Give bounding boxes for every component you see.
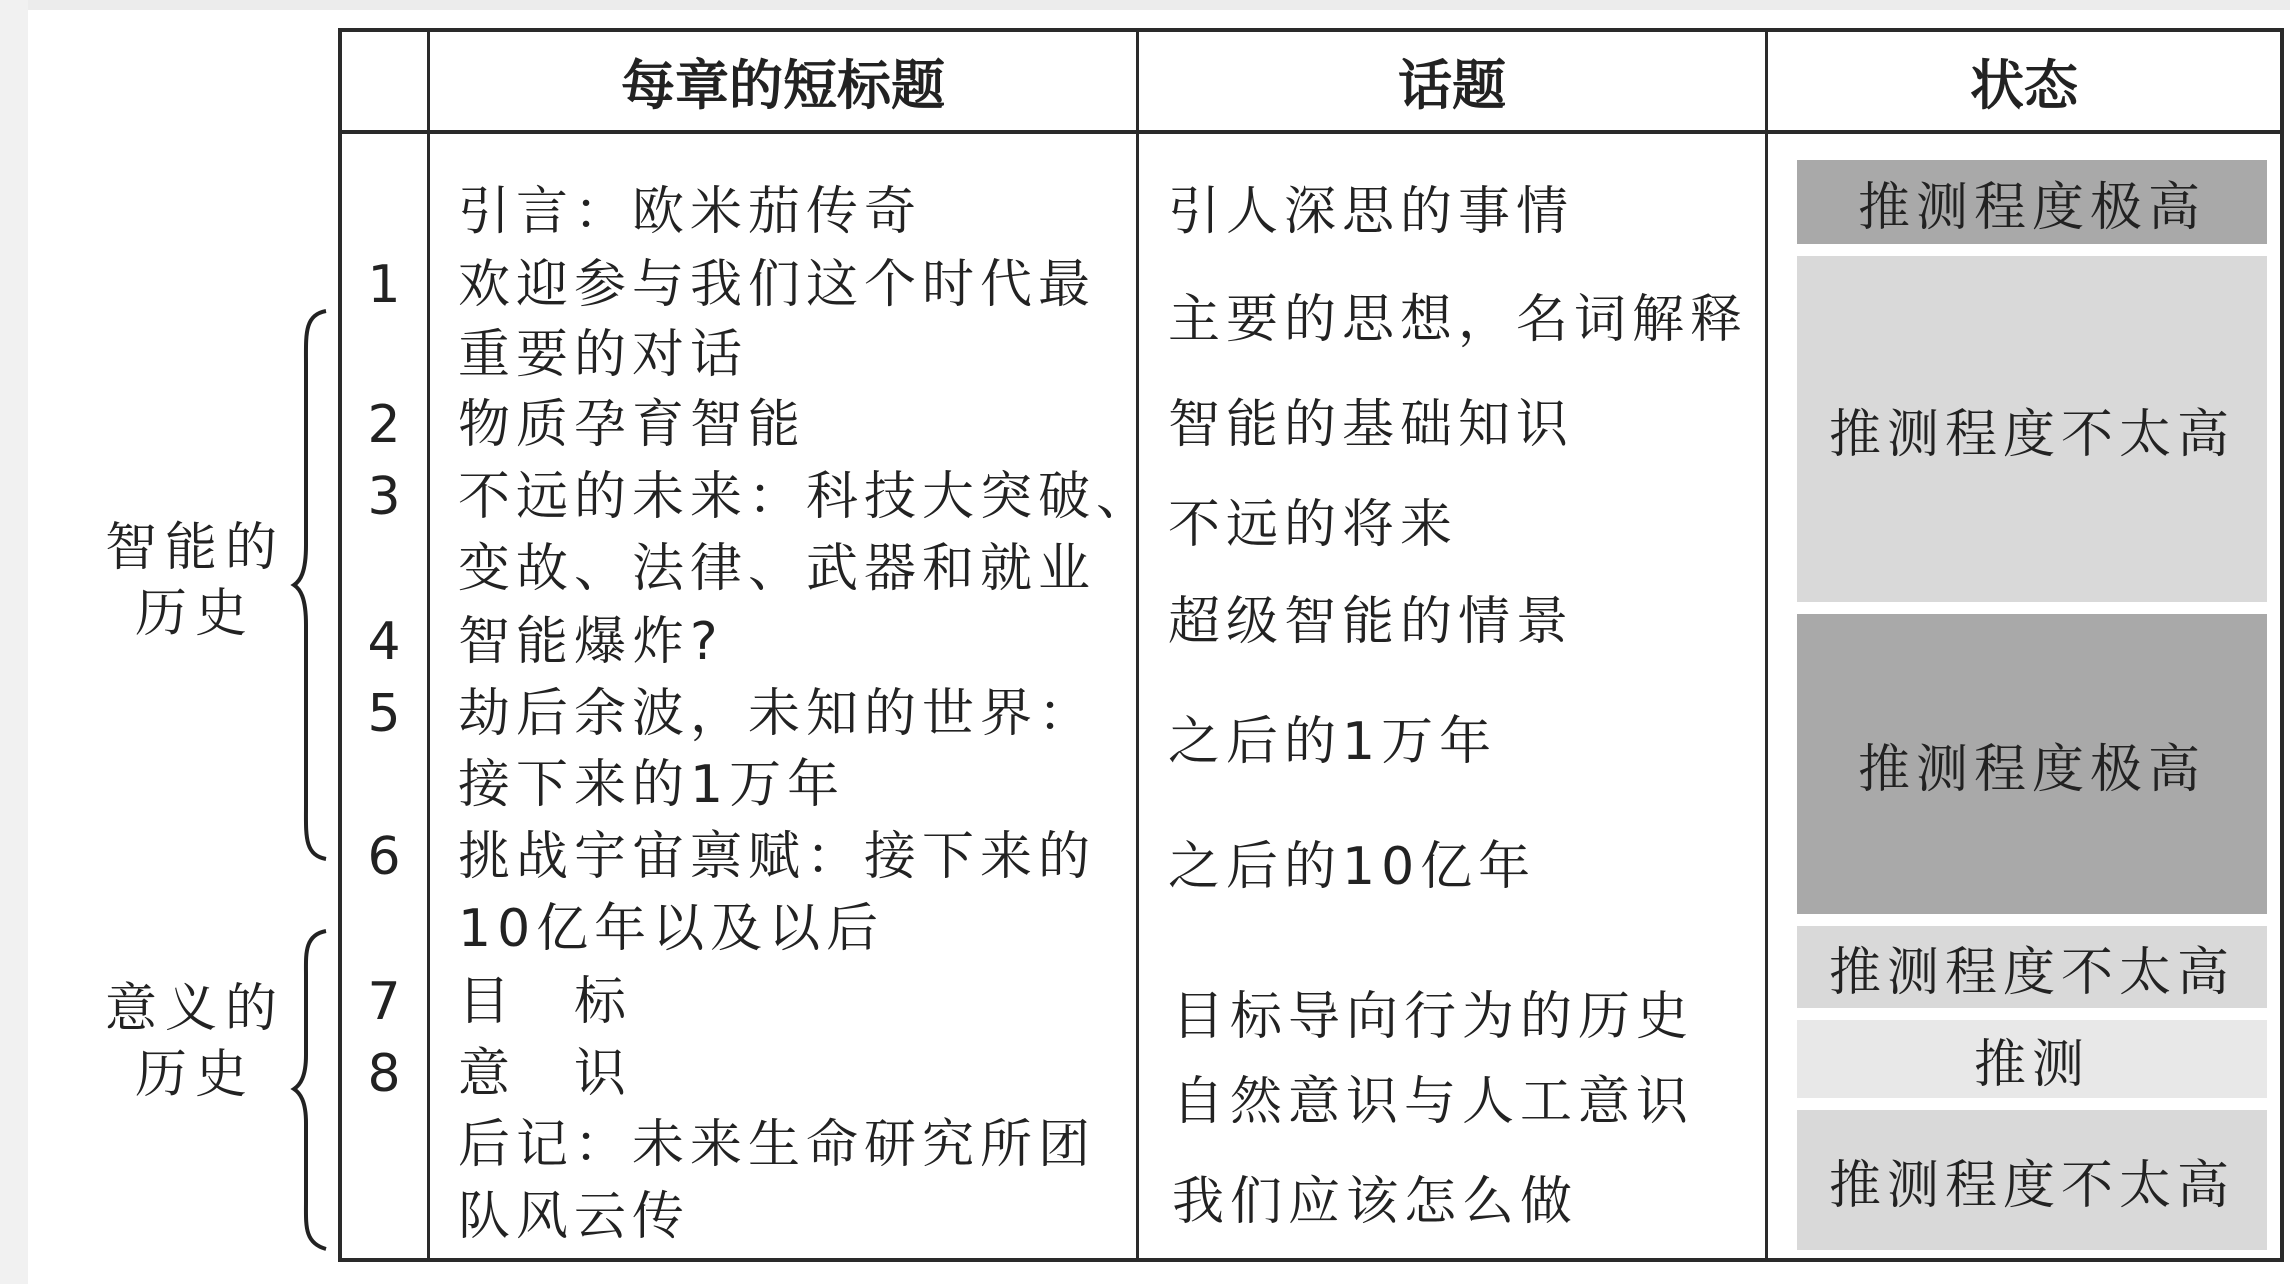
chapter-number: 1 — [367, 255, 401, 315]
chapter-title: 重要的对话 — [458, 325, 749, 385]
col-divider — [1765, 32, 1768, 1258]
header-chapter: 每章的短标题 — [621, 54, 945, 117]
chapter-title: 队风云传 — [458, 1187, 691, 1247]
brace-intelligence-history — [290, 305, 330, 865]
status-badge: 推测 — [1797, 1020, 2267, 1098]
chapter-title: 意 识 — [458, 1044, 633, 1104]
topic-text: 主要的思想，名词解释 — [1168, 290, 1749, 350]
chapter-title: 智能爆炸? — [458, 612, 724, 672]
header-topic: 话题 — [1398, 54, 1506, 117]
chapter-number: 8 — [367, 1044, 401, 1104]
chapter-number: 6 — [367, 827, 401, 887]
chapter-title: 不远的未来：科技大突破、 — [458, 467, 1155, 527]
chapter-title: 物质孕育智能 — [458, 395, 807, 455]
header-status: 状态 — [1970, 54, 2078, 117]
chapter-number: 3 — [367, 467, 401, 527]
topic-text: 之后的1万年 — [1168, 712, 1498, 772]
header-divider — [342, 130, 2280, 134]
chapter-number: 4 — [367, 612, 401, 672]
topic-text: 超级智能的情景 — [1168, 592, 1575, 652]
chapter-number: 7 — [367, 972, 401, 1032]
topic-text: 不远的将来 — [1168, 495, 1459, 555]
col-divider — [1136, 32, 1139, 1258]
chapter-title: 变故、法律、武器和就业 — [458, 539, 1097, 599]
topic-text: 智能的基础知识 — [1168, 395, 1575, 455]
chapter-title: 接下来的1万年 — [458, 755, 846, 815]
status-badge: 推测程度极高 — [1797, 160, 2267, 244]
chapter-number: 5 — [367, 684, 401, 744]
status-badge: 推测程度不太高 — [1797, 256, 2267, 602]
page-left-edge — [0, 0, 28, 1284]
chapter-title: 引言：欧米茄传奇 — [458, 182, 923, 242]
topic-text: 自然意识与人工意识 — [1172, 1072, 1695, 1132]
topic-text: 我们应该怎么做 — [1172, 1172, 1579, 1232]
chapter-title: 后记：未来生命研究所团 — [458, 1115, 1097, 1175]
topic-text: 目标导向行为的历史 — [1172, 987, 1695, 1047]
chapter-title: 欢迎参与我们这个时代最 — [458, 255, 1097, 315]
topic-text: 引人深思的事情 — [1168, 182, 1575, 242]
status-badge: 推测程度不太高 — [1797, 926, 2267, 1008]
group-label-intelligence: 智能的 历史 — [104, 518, 285, 644]
group-label-meaning: 意义的 历史 — [104, 979, 285, 1105]
status-badge: 推测程度不太高 — [1797, 1110, 2267, 1250]
page-top-edge — [0, 0, 2290, 10]
topic-text: 之后的10亿年 — [1168, 837, 1537, 897]
chapter-title: 劫后余波，未知的世界： — [458, 684, 1097, 744]
brace-meaning-history — [290, 925, 330, 1255]
chapter-table — [338, 28, 2284, 1262]
chapter-title: 10亿年以及以后 — [458, 899, 885, 959]
chapter-title: 目 标 — [458, 972, 633, 1032]
status-badge: 推测程度极高 — [1797, 614, 2267, 914]
chapter-number: 2 — [367, 395, 401, 455]
chapter-title: 挑战宇宙禀赋：接下来的 — [458, 827, 1097, 887]
col-divider — [427, 32, 430, 1258]
